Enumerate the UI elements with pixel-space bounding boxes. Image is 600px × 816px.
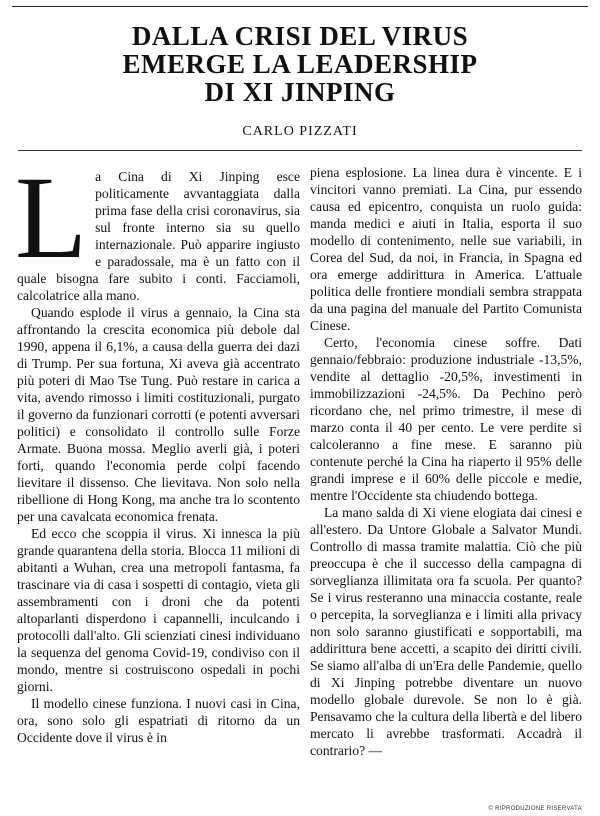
paragraph-4: Il modello cinese funziona. I nuovi casi in Cina, ora, sono solo gli espatriati di ritorno da un Occidente dove il virus è in: [17, 696, 300, 745]
top-rule: [12, 6, 588, 7]
paragraph-2: Quando esplode il virus a gennaio, la Cina sta affrontando la crescita economica più debole dal 1990, appena il 6,1%, a causa della guerra dei dazi di Trump. Per sua fortuna, Xi aveva già accentrato più poteri di Mao Tse Tung. Può restare in carica a vita, avendo rimosso i limiti costituzionali, purgato il governo da funzionari corrotti (e potenti avversari politici) e consolidato il controllo sulle Forze Armate. Buona mossa. Meglio averli già, i poteri forti, quando l'economia perde colpi facendo lievitare il dissenso. Che lievitava. Non solo nella ribellione di Hong Kong, ma anche tra lo scontento per una cavalcata economica frenata.: [17, 305, 300, 524]
headline-line-2: EMERGE LA LEADERSHIP: [122, 49, 478, 79]
byline-rule: [18, 150, 582, 151]
drop-cap: L: [15, 152, 88, 283]
paragraph-4-continued: piena esplosione. La linea dura è vincente. E i vincitori vanno premiati. La Cina, pur essendo causa ed epicentro, conquista un ruolo guida: manda medici e aiuti in Italia, esporta il suo modello di contenimento, nelle sue variabili, in Corea del Sud, da noi, in Francia, in Spagna ed ora emerge addirittura in America. L'attuale politica delle frontiere mondiali sembra strappata da una pagina del manuale del Partito Comunista Cinese.: [310, 165, 582, 333]
paragraph-1-text: a Cina di Xi Jinping esce politicamente avvantaggiata dalla prima fase della crisi coronavirus, sia sul fronte interno sia su quello internazionale. Può apparire ingiusto e paradossale, ma è un fatto con il quale bisogna fare subito i conti. Facciamoli, calcolatrice alla mano.: [17, 169, 300, 303]
reproduction-notice: © RIPRODUZIONE RISERVATA: [488, 806, 582, 812]
paragraph-5: Certo, l'economia cinese soffre. Dati gennaio/febbraio: produzione industriale -13,5%, vendite al dettaglio -20,5%, investimenti in immobilizzazioni -24,5%. Da Pechino però ricordano che, nel primo trimestre, il mese di marzo conta il 40 per cento. Le vere perdite si calcoleranno a fine mese. E saranno più contenute perché la Cina ha riaperto il 95% delle grandi imprese e il 60% delle piccole e medie, mentre l'Occidente sta chiudendo bottega.: [310, 335, 582, 503]
byline: CARLO PIZZATI: [242, 124, 358, 139]
headline-line-3: DI XI JINPING: [204, 77, 396, 107]
paragraph-6: La mano salda di Xi viene elogiata dai cinesi e all'estero. Da Untore Globale a Salvator Mundi. Controllo di massa tramite malattia. Ciò che più preoccupa è che il successo della campagna di sorveglianza illimitata ora fa scuola. Per quanto? Se i virus resteranno una minaccia costante, reale o percepita, la sorveglianza e i limiti alla privacy non solo saranno giustificati e sopportabili, ma addirittura bene accetti, a scapito dei diritti civili. Se siamo all'alba di un'Era delle Pandemie, quello di Xi Jinping potrebbe diventare un nuovo modello globale durevole. Se non lo è già. Pensavamo che la cultura della libertà e del libero mercato li avrebbe trasformati. Accadrà il contrario? —: [310, 505, 582, 758]
paragraph-1: [15, 152, 300, 304]
headline-line-1: DALLA CRISI DEL VIRUS: [131, 21, 469, 51]
column-left: [15, 152, 300, 746]
headline: [0, 22, 600, 106]
paragraph-3: Ed ecco che scoppia il virus. Xi innesca la più grande quarantena della storia. Blocca 11 milioni di abitanti a Wuhan, crea una metropoli fantasma, fa trascinare via di casa i sospetti di contagio, vieta gli assembramenti con i droni che da potenti altoparlanti disperdono i capannelli, inculcando i protocolli dall'alto. Gli scienziati cinesi individuano la sequenza del genoma Covid-19, condiviso con il mondo, mentre si costruiscono ospedali in pochi giorni.: [17, 526, 300, 694]
column-right: [310, 164, 582, 759]
